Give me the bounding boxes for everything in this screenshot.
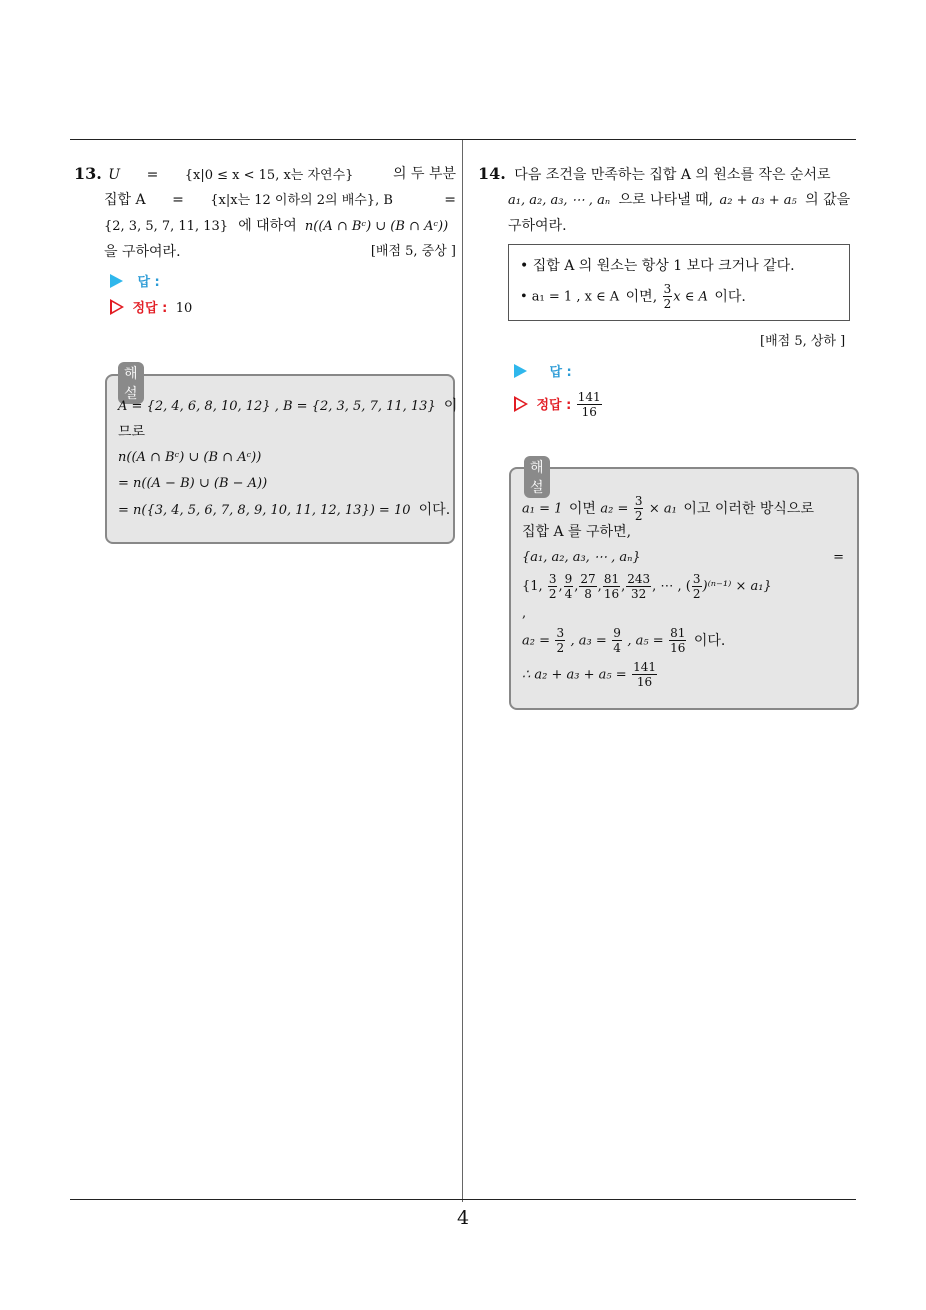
- top-rule: [70, 139, 856, 140]
- answer-arrow-icon: [110, 274, 123, 288]
- correct-arrow-icon: [110, 299, 124, 315]
- bottom-rule: [70, 1199, 856, 1200]
- correct-value: $\frac{141}{16}$: [577, 390, 601, 419]
- correct-label: 정답 :: [536, 397, 572, 413]
- score-label: [배점 5, 상하 ]: [760, 334, 846, 349]
- condition-1: • 집합 A 의 원소는 항상 1 보다 크거나 같다.: [520, 258, 795, 274]
- answer-label: 답 :: [549, 365, 572, 380]
- page-number: 4: [456, 1207, 470, 1229]
- column-divider: [462, 140, 463, 1202]
- correct-arrow-icon: [514, 396, 528, 412]
- question-number: 13.: [74, 164, 102, 183]
- score-label: [배점 5, 중상 ]: [370, 244, 456, 259]
- correct-value: 10: [175, 301, 193, 316]
- solution-tag: 해설: [118, 362, 144, 404]
- answer-label: 답 :: [137, 275, 160, 290]
- correct-label: 정답 :: [132, 301, 168, 316]
- solution-tag: 해설: [524, 456, 550, 498]
- answer-arrow-icon: [514, 364, 527, 378]
- question-number: 14.: [478, 164, 506, 183]
